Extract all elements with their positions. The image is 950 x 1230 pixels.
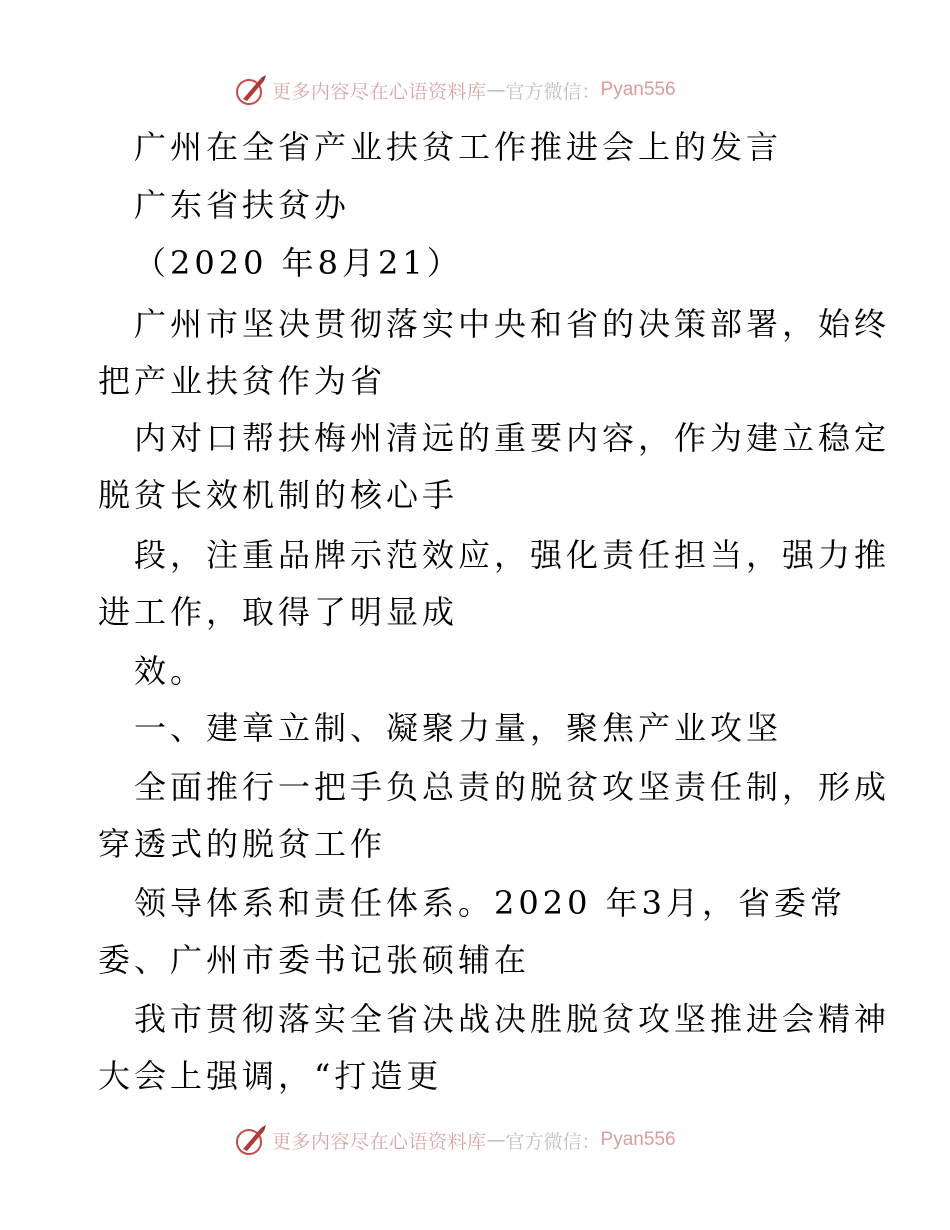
doc-date: （2020 年8月21） — [134, 244, 463, 282]
paragraph-line: 我市贯彻落实全省决战决胜脱贫攻坚推进会精神 — [134, 1000, 891, 1038]
watermark-wechat-id: Pyan556 — [600, 79, 676, 100]
quill-logo-icon — [234, 1123, 268, 1157]
watermark-wechat-label: 官方微信： — [505, 1130, 601, 1153]
watermark-wechat-label: 官方微信： — [505, 80, 601, 103]
paragraph-line: 段，注重品牌示范效应，强化责任担当，强力推 — [134, 536, 891, 574]
watermark-text: 更多内容尽在心语资料库 — [272, 80, 487, 103]
paragraph-line: 全面推行一把手负总责的脱贫攻坚责任制，形成 — [134, 768, 891, 806]
watermark-footer — [0, 1122, 950, 1158]
paragraph-line: 穿透式的脱贫工作 — [98, 825, 387, 863]
paragraph-line: 大会上强调，“打造更 — [98, 1057, 443, 1095]
doc-title: 广州在全省产业扶贫工作推进会上的发言 — [134, 128, 783, 166]
paragraph-line: 领导体系和责任体系。2020 年3月，省委常 — [134, 884, 846, 922]
paragraph-line: 把产业扶贫作为省 — [98, 362, 387, 400]
paragraph-line: 内对口帮扶梅州清远的重要内容，作为建立稳定 — [134, 419, 891, 457]
watermark-separator: — — [486, 79, 506, 101]
watermark-text: 更多内容尽在心语资料库 — [272, 1130, 487, 1153]
doc-author: 广东省扶贫办 — [134, 186, 351, 224]
section-heading: 一、建章立制、凝聚力量，聚焦产业攻坚 — [134, 709, 783, 747]
paragraph-line: 委、广州市委书记张硕辅在 — [98, 941, 531, 979]
paragraph-line: 效。 — [134, 652, 207, 690]
watermark-wechat-id: Pyan556 — [600, 1129, 676, 1150]
paragraph-line: 进工作，取得了明显成 — [98, 593, 459, 631]
watermark-separator: — — [486, 1129, 506, 1151]
paragraph-line: 广州市坚决贯彻落实中央和省的决策部署，始终 — [134, 305, 891, 343]
paragraph-line: 脱贫长效机制的核心手 — [98, 476, 459, 514]
